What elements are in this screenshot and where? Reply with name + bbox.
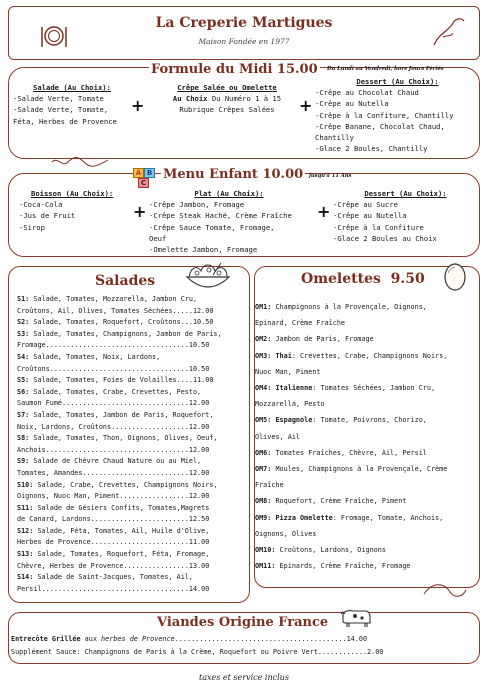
viandes-title: Viandes Origine France: [157, 615, 329, 630]
list-item: Oeuf: [149, 233, 167, 243]
list-item: OM5: Espagnole: Tomate, Poivrons, Chorizo,: [255, 416, 427, 425]
list-item: Fraîche: [255, 481, 284, 490]
formule-midi-title: Formule du Midi 15.00: [151, 62, 318, 77]
menu-enfant-box: [8, 167, 480, 257]
list-item: -Crêpe Steak Haché, Crème Fraîche: [149, 211, 292, 221]
list-item: Entrecôte Grillée aux herbes de Provence..........................................14.00: [11, 635, 368, 643]
list-item: S8: Salade, Tomates, Thon, Oignons, Olives, Oeuf,: [17, 434, 218, 443]
list-item: Mozzarella, Pesto: [255, 400, 325, 409]
list-item: Croûtons, Ail, Olives, Tomates Séchées.....12.00: [17, 306, 214, 315]
midi-dessert-heading: Dessert (Au Choix):: [356, 77, 439, 86]
list-item: Persil....................................14.00: [17, 584, 210, 593]
list-item: -Jus de Fruit: [19, 211, 76, 221]
list-item: -Crêpe au Sucre: [333, 200, 398, 210]
midi-salades-col: [13, 82, 131, 127]
midi-salades-heading: Salade (Au Choix):: [33, 83, 111, 92]
list-item: Féta, Herbes de Provence: [13, 116, 117, 126]
list-item: S1: Salade, Tomates, Mozzarella, Jambon Cru,: [17, 295, 198, 303]
list-item: -Glace 2 Boules au Choix: [333, 233, 437, 243]
list-item: -Crêpe à la Confiture: [333, 222, 424, 232]
list-item: -Salade Verte, Tomate,: [13, 105, 109, 115]
list-item: -Crêpe à la Confiture, Chantilly: [315, 110, 454, 120]
list-item: S2: Salade, Tomates, Roquefort, Croûtons...10.50: [17, 318, 214, 327]
enfant-dessert-heading: Dessert (Au Choix):: [364, 189, 447, 198]
salades-list: [17, 294, 249, 595]
list-item: Epinard, Crème Fraîche: [255, 319, 346, 328]
list-item: Anchois...................................12.00: [17, 445, 210, 454]
list-item: -Crêpe au Chocolat Chaud: [315, 88, 419, 98]
list-item: -Crêpe au Nutella: [333, 211, 407, 221]
abc-block: C: [138, 178, 149, 188]
list-item: -Sirop: [19, 222, 45, 232]
plus-icon: +: [131, 96, 145, 115]
list-item: OM1: Champignons à la Provençale, Oignons,: [255, 303, 427, 311]
egg-icon: [443, 261, 467, 291]
list-item: -Omelette Jambon, Fromage: [149, 245, 258, 255]
list-item: S3: Salade, Tomates, Champignons, Jambon de Paris,: [17, 329, 222, 338]
list-item: -Crêpe Sauce Tomate, Fromage,: [149, 222, 275, 232]
list-item: -Crêpe Banane, Chocolat Chaud,: [315, 121, 445, 131]
plus-icon: +: [133, 202, 147, 221]
list-item: Fromage...................................10.50: [17, 341, 210, 350]
list-item: OM4: Italienne: Tomates Séchées, Jambon Cru,: [255, 384, 436, 393]
midi-crepe-heading: Crêpe Salée ou Omelette: [177, 83, 277, 92]
list-item: Oignons, Olives: [255, 529, 317, 538]
list-item: OM3: Thaï: Crevettes, Crabe, Champignons Noirs,: [255, 351, 448, 360]
omelettes-list: [255, 299, 479, 574]
list-item: -Salade Verte, Tomate: [13, 94, 104, 104]
list-item: Chèvre, Herbes de Provence................13.00: [17, 561, 210, 570]
enfant-dessert-col: [333, 188, 478, 244]
salad-bowl-icon: [183, 261, 233, 293]
midi-dessert-col: [315, 76, 480, 154]
viandes-list: [11, 633, 477, 659]
cow-icon: [339, 605, 373, 631]
list-item: Tomates, Amandes..........................12.00: [17, 468, 210, 477]
header: [8, 6, 480, 60]
list-item: S14: Salade de Saint-Jacques, Tomates, Ail,: [17, 573, 193, 582]
salades-title: Salades: [95, 273, 156, 289]
list-item: OM9: Pizza Omelette: Fromage, Tomate, Anchois,: [255, 513, 444, 522]
midi-crepe-choice: Au Choix: [172, 94, 208, 104]
list-item: Noix, Lardons, Croûtons...................12.00: [17, 422, 210, 431]
enfant-plat-heading: Plat (Au Choix):: [194, 189, 264, 198]
plus-icon: +: [317, 202, 331, 221]
list-item: Supplément Sauce: Champignons de Paris à la Crème, Roquefort ou Poivre Vert............2.00: [11, 648, 384, 656]
squiggle-decoration-icon: [50, 154, 110, 168]
omelettes-box: [254, 266, 480, 588]
list-item: Oignons, Nuoc Man, Piment.................12.00: [17, 492, 210, 501]
swirl-decoration-icon: [429, 13, 469, 49]
list-item: S11: Salade de Gésiers Confits, Tomates,Magrets: [17, 503, 210, 512]
list-item: S4: Salade, Tomates, Noix, Lardons,: [17, 352, 161, 361]
list-item: S10: Salade, Crabe, Crevettes, Champignons Noirs,: [17, 480, 218, 489]
list-item: OM11: Epinards, Crème Fraîche, Fromage: [255, 562, 411, 571]
list-item: Olives, Ail: [255, 432, 301, 441]
plus-icon: +: [299, 96, 313, 115]
viandes-box: [8, 612, 480, 664]
menu-enfant-note: jusqu'à 11 Ans: [309, 173, 352, 179]
abc-block: B: [144, 168, 155, 178]
enfant-boisson-heading: Boisson (Au Choix):: [31, 189, 114, 198]
swirl-decoration-icon: [420, 580, 470, 602]
menu-enfant-title: Menu Enfant 10.00: [163, 167, 304, 182]
list-item: -Glace 2 Boules, Chantilly: [315, 144, 428, 154]
salades-box: [8, 266, 250, 603]
formule-midi-note: Du Lundi au Vendredi, hors Jours Fériés: [327, 66, 444, 72]
omelettes-title: Omelettes 9.50: [301, 271, 425, 287]
list-item: -Crêpe au Nutella: [315, 99, 389, 109]
restaurant-name: La Creperie Martigues: [155, 15, 333, 31]
list-item: de Canard, Lardons........................12.50: [17, 515, 210, 524]
list-item: OM8: Roquefort, Crème Fraîche, Piment: [255, 497, 407, 506]
footer-note: taxes et service inclus: [199, 673, 289, 682]
list-item: OM7: Moules, Champignons à la Provençale, Crème: [255, 465, 448, 474]
abc-block: A: [133, 168, 144, 178]
list-item: S5: Salade, Tomates, Foies de Volailles....11.00: [17, 376, 214, 385]
list-item: S6: Salade, Tomates, Crabe, Crevettes, Pesto,: [17, 387, 202, 396]
midi-crepe-col: [147, 82, 307, 116]
formule-midi-box: [8, 62, 480, 159]
list-item: OM10: Croûtons, Lardons, Oignons: [255, 546, 386, 555]
list-item: Herbes de Provence........................11.00: [17, 538, 210, 547]
list-item: -Coca-Cola: [19, 200, 63, 210]
list-item: Chantilly: [315, 133, 354, 143]
list-item: OM6: Tomates Fraîches, Chèvre, Ail, Persil: [255, 448, 427, 457]
enfant-boisson-col: [19, 188, 129, 233]
tagline: Maison Fondée en 1977: [198, 37, 290, 46]
enfant-plat-col: [149, 188, 309, 255]
list-item: S9: Salade de Chèvre Chaud Nature ou au Miel,: [17, 457, 202, 466]
list-item: OM2: Jambon de Paris, Fromage: [255, 335, 374, 344]
list-item: Croûtons..................................10.50: [17, 364, 210, 373]
list-item: S7: Salade, Tomates, Jambon de Paris, Roquefort,: [17, 410, 214, 419]
list-item: Saumon Fumé...............................12.00: [17, 399, 210, 408]
list-item: Rubrique Crêpes Salées: [179, 105, 275, 115]
list-item: S13: Salade, Tomates, Roquefort, Féta, Fromage,: [17, 550, 210, 559]
abc-blocks-icon: [133, 168, 157, 190]
midi-crepe-range: Du Numéro 1 à 15: [207, 94, 282, 104]
list-item: S12: Salade, Féta, Tomates, Ail, Huile d'Olive,: [17, 526, 210, 535]
list-item: -Crêpe Jambon, Fromage: [149, 200, 245, 210]
list-item: Nuoc Man, Piment: [255, 367, 321, 376]
